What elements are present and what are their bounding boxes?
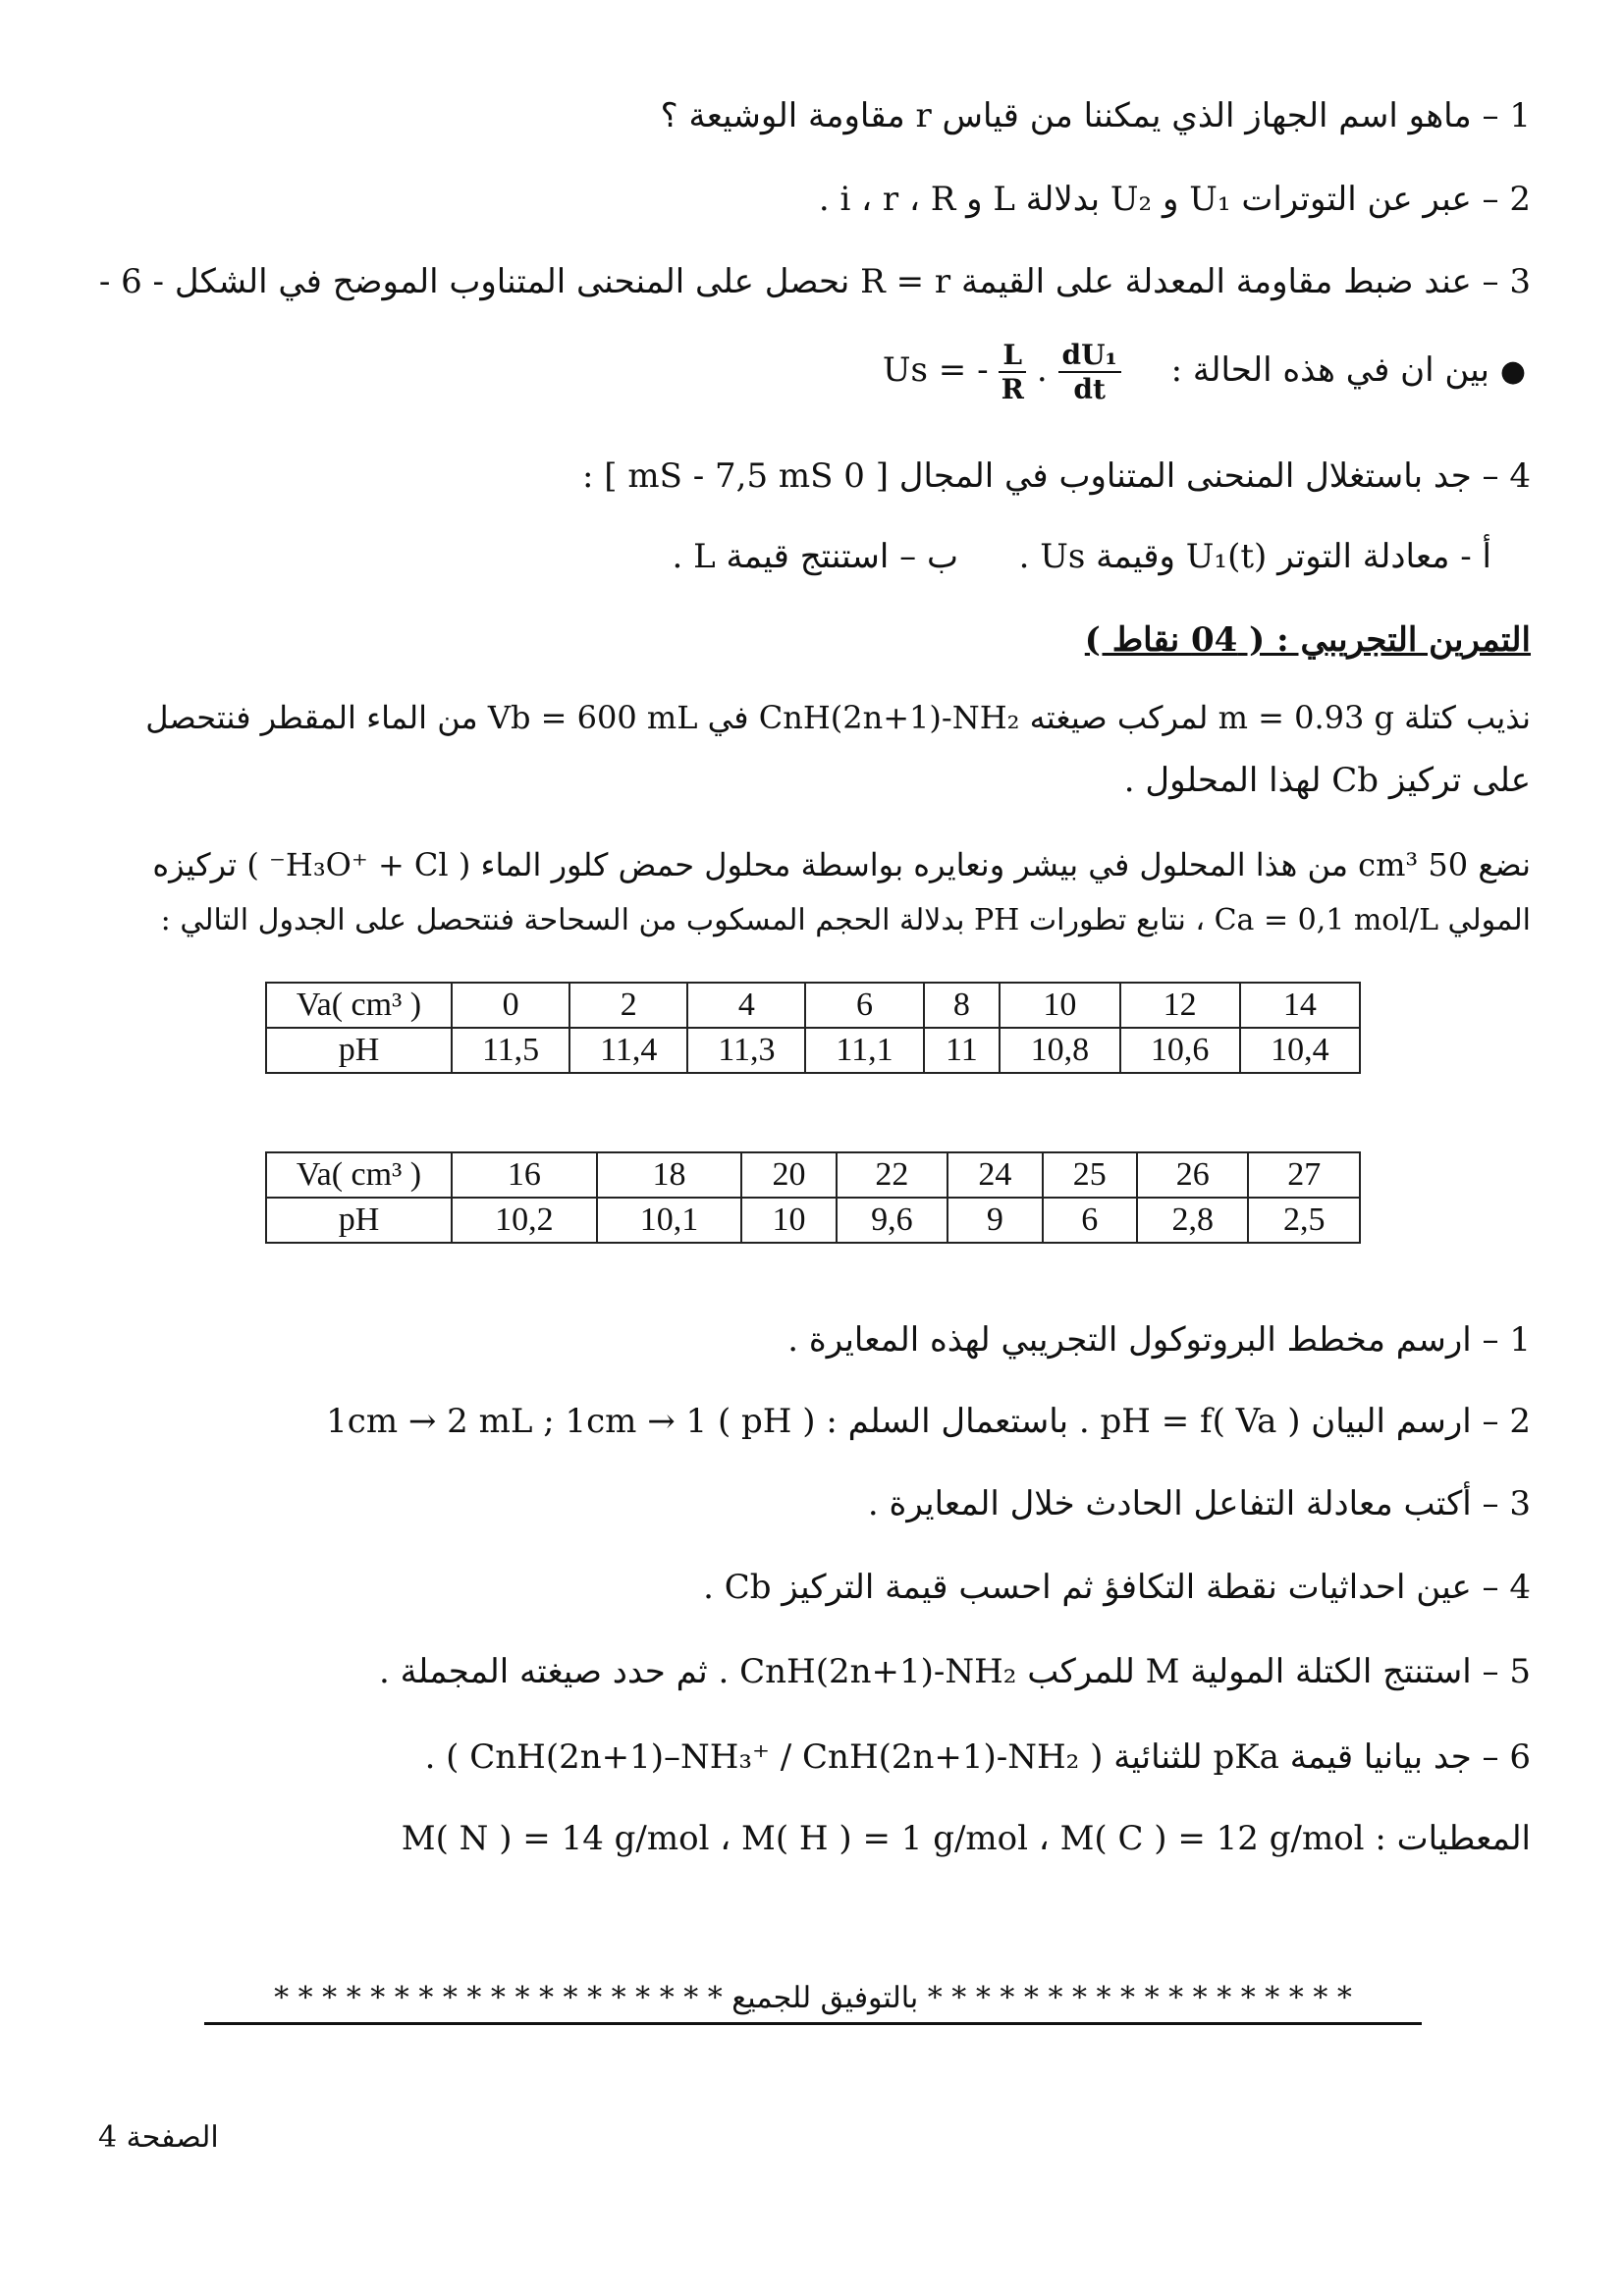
question-3: 3 – عند ضبط مقاومة المعدلة على القيمة R = r نحصل على المنحنى المتناوب الموضح في الشكل - 6 - [98,262,1531,301]
question-4b: ب – استنتج قيمة L . [672,537,958,576]
exercise-question-6: 6 – جد بيانيا قيمة pKa للثنائية ( CnH(2n+1)–NH₃⁺ / CnH(2n+1)-NH₂ ) . [424,1737,1531,1777]
formula-lhs: Us = - [882,350,989,390]
exercise-question-1: 1 – ارسم مخطط البروتوكول التجريبي لهذه المعايرة . [787,1320,1531,1360]
titration-table-2 [265,1151,1361,1244]
exercise-paragraph-3: نضع 50 cm³ من هذا المحلول في بيشر ونعايره بواسطة محلول حمض كلور الماء ( H₃O⁺ + Cl⁻ ) تركيزه [152,846,1531,883]
question-4: 4 – جد باستغلال المنحنى المتناوب في المجال [ 0 mS - 7,5 mS ] : [582,456,1531,496]
exercise-paragraph-2: على تركيز Cb لهذا المحلول . [1123,761,1531,800]
table-header-va: Va( cm³ ) [266,983,452,1028]
page-number: الصفحة 4 [98,2120,219,2155]
exercise-question-3: 3 – أكتب معادلة التفاعل الحادث خلال المعايرة . [867,1484,1531,1523]
footer-rule [204,2022,1422,2025]
titration-table-1 [265,982,1361,1074]
exercise-paragraph-4: المولي Ca = 0,1 mol/L ، نتابع تطورات PH بدلالة الحجم المسكوب من السحاحة فنتحصل على الجدول التالي : [160,903,1531,937]
exercise-title: التمرين التجريبي : ( 04 نقاط ) [1084,620,1531,660]
table-row-ph: pH 11,5 11,4 11,3 11,1 11 10,8 10,6 10,4 [266,1028,1360,1073]
table-row-va: Va( cm³ ) 16 18 20 22 24 25 26 27 [266,1152,1360,1198]
question-2: 2 – عبر عن التوترات U₁ و U₂ بدلالة L و i ، r ، R . [818,180,1531,219]
table-row-va: Va( cm³ ) 0 2 4 6 8 10 12 14 [266,983,1360,1028]
exercise-question-4: 4 – عين احداثيات نقطة التكافؤ ثم احسب قيمة التركيز Cb . [703,1568,1531,1607]
question-1: 1 – ماهو اسم الجهاز الذي يمكننا من قياس r مقاومة الوشيعة ؟ [660,96,1531,135]
fraction-L-R: $\frac{L}{R}$ [999,339,1026,405]
table-row-ph: pH 10,2 10,1 10 9,6 9 6 2,8 2,5 [266,1198,1360,1243]
exercise-question-5: 5 – استنتج الكتلة المولية M للمركب CnH(2n+1)-NH₂ . ثم حدد صيغته المجملة . [379,1652,1531,1691]
bullet-icon: ● [1499,354,1526,389]
exercise-question-2: 2 – ارسم البيان pH = f( Va ) . باستعمال السلم : 1cm → 2 mL ; 1cm → 1 ( pH ) [326,1402,1531,1441]
question-4a: أ - معادلة التوتر U₁(t) وقيمة Us . [1018,537,1491,576]
exercise-paragraph-1: نذيب كتلة m = 0.93 g لمركب صيغته CnH(2n+1)-NH₂ في Vb = 600 mL من الماء المقطر فنتحصل [145,699,1531,736]
table-header-va: Va( cm³ ) [266,1152,452,1198]
formula: Us = - $\frac{L}{R}$ . $\frac{\text{dU₁}}{dt}$ [883,339,1121,405]
question-3-bullet [883,339,1526,405]
fraction-dU1-dt: $\frac{\text{dU₁}}{dt}$ [1058,339,1121,405]
bullet-text: بين ان في هذه الحالة : [1170,350,1489,390]
table-header-ph: pH [266,1198,452,1243]
table-header-ph: pH [266,1028,452,1073]
question-4-a-b [672,537,1491,576]
closing-stars: * * * * * * * * * * * * * * * * * * بالتوفيق للجميع * * * * * * * * * * * * * * * * * * * [274,1981,1352,2015]
given-data: المعطيات : M( N ) = 14 g/mol ، M( H ) = 1 g/mol ، M( C ) = 12 g/mol [401,1819,1531,1858]
